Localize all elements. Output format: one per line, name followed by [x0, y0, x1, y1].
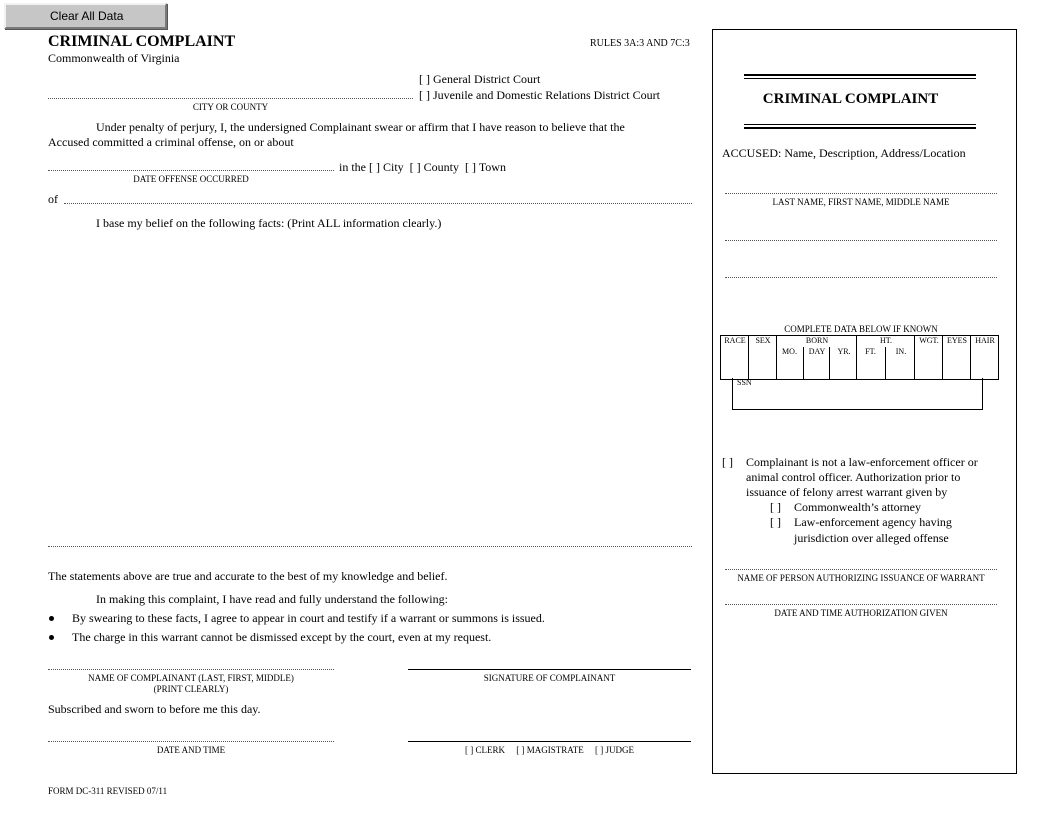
town-label: Town — [478, 160, 506, 174]
complainant-name-field[interactable] — [48, 669, 334, 670]
accused-address-line-2[interactable] — [725, 277, 997, 278]
general-district-label: General District Court — [433, 72, 541, 86]
clerk-label: CLERK — [475, 745, 505, 755]
commonwealth-attorney-checkbox[interactable]: [ ] — [770, 500, 781, 514]
commonwealth-attorney-label: Commonwealth’s attorney — [794, 500, 921, 514]
auth-line-3: issuance of felony arrest warrant given by — [746, 485, 948, 499]
authorization-date-caption: DATE AND TIME AUTHORIZATION GIVEN — [774, 608, 948, 618]
race-label: RACE — [724, 336, 746, 345]
height-inches-cell[interactable] — [885, 347, 916, 379]
law-enforcement-checkbox[interactable]: [ ] — [770, 515, 781, 529]
town-checkbox[interactable]: [ ] — [465, 160, 477, 174]
born-year-cell[interactable] — [829, 347, 858, 379]
ssn-box[interactable] — [732, 378, 983, 410]
law-enforcement-label-1: Law-enforcement agency having — [794, 515, 952, 529]
title-rule-bottom-2 — [744, 127, 976, 129]
magistrate-label: MAGISTRATE — [526, 745, 584, 755]
inches-label: IN. — [895, 347, 907, 356]
location-type-row — [339, 160, 506, 175]
sex-cell[interactable] — [748, 336, 777, 379]
height-label: HT. — [879, 336, 893, 345]
true-statement: The statements above are true and accurate to the best of my knowledge and belief. — [48, 569, 448, 583]
facts-textarea[interactable] — [48, 234, 692, 544]
born-day-cell[interactable] — [803, 347, 830, 379]
date-time-field[interactable] — [48, 741, 334, 742]
date-offense-field[interactable] — [48, 170, 334, 171]
born-cell — [776, 336, 857, 379]
eyes-label: EYES — [947, 336, 967, 345]
sex-label: SEX — [755, 336, 771, 345]
law-enforcement-label-2: jurisdiction over alleged offense — [794, 531, 949, 545]
general-district-checkbox[interactable]: [ ] — [419, 72, 430, 86]
date-offense-caption: DATE OFFENSE OCCURRED — [133, 174, 249, 184]
official-signature-field[interactable] — [408, 741, 691, 742]
month-label: MO. — [782, 347, 797, 356]
bullet-1-text: By swearing to these facts, I agree to appear in court and testify if a warrant or summons is issued. — [72, 611, 545, 625]
of-location-field[interactable] — [64, 203, 692, 204]
feet-label: FT. — [865, 347, 876, 356]
facts-label: I base my belief on the following facts: (Print ALL information clearly.) — [96, 216, 442, 230]
in-the-label: in the — [339, 160, 366, 174]
city-county-caption: CITY OR COUNTY — [192, 102, 269, 112]
magistrate-checkbox[interactable]: [ ] — [516, 745, 525, 755]
juvenile-court-label: Juvenile and Domestic Relations District Court — [433, 88, 660, 102]
city-label: City — [383, 160, 404, 174]
auth-line-2: animal control officer. Authorization prior to — [746, 470, 961, 484]
bullet-2-marker — [49, 635, 54, 640]
ssn-label: SSN — [737, 378, 752, 387]
weight-label: WGT. — [919, 336, 939, 345]
official-title-row — [408, 745, 691, 755]
complete-data-caption: COMPLETE DATA BELOW IF KNOWN — [784, 324, 938, 334]
year-label: YR. — [837, 347, 851, 356]
form-id: FORM DC-311 REVISED 07/11 — [48, 786, 168, 796]
county-label: County — [423, 160, 460, 174]
height-feet-cell[interactable] — [856, 347, 885, 379]
description-grid — [720, 335, 999, 380]
eyes-cell[interactable] — [942, 336, 971, 379]
rules-reference: RULES 3A:3 AND 7C:3 — [590, 38, 690, 49]
city-county-field[interactable] — [48, 98, 413, 99]
of-label: of — [48, 192, 58, 206]
general-district-court-option[interactable] — [419, 72, 540, 87]
juvenile-court-checkbox[interactable]: [ ] — [419, 88, 430, 102]
weight-cell[interactable] — [914, 336, 943, 379]
race-cell[interactable] — [720, 336, 749, 379]
county-checkbox[interactable]: [ ] — [409, 160, 421, 174]
accused-name-caption: LAST NAME, FIRST NAME, MIDDLE NAME — [772, 197, 950, 207]
facts-bottom-line — [48, 546, 692, 547]
accused-label: ACCUSED: Name, Description, Address/Location — [722, 146, 966, 160]
height-cell — [856, 336, 915, 379]
back-panel — [712, 29, 1017, 774]
title-rule-top-2 — [744, 78, 976, 79]
day-label: DAY — [808, 347, 826, 356]
understand-statement: In making this complaint, I have read and fully understand the following: — [96, 592, 448, 606]
judge-label: JUDGE — [605, 745, 635, 755]
commonwealth-subtitle: Commonwealth of Virginia — [48, 51, 180, 65]
perjury-statement-line-1: Under penalty of perjury, I, the undersigned Complainant swear or affirm that I have reason to believe that the — [96, 120, 625, 134]
subscribed-statement: Subscribed and sworn to before me this day. — [48, 702, 261, 716]
auth-line-1: Complainant is not a law-enforcement officer or — [746, 455, 978, 469]
born-label: BORN — [805, 336, 829, 345]
hair-label: HAIR — [975, 336, 995, 345]
print-clearly-caption: (PRINT CLEARLY) — [153, 684, 229, 694]
title-rule-bottom — [744, 124, 976, 125]
signature-caption: SIGNATURE OF COMPLAINANT — [483, 673, 616, 683]
judge-checkbox[interactable]: [ ] — [595, 745, 604, 755]
authorization-date-field[interactable] — [725, 604, 997, 605]
born-month-cell[interactable] — [776, 347, 803, 379]
accused-name-field[interactable] — [725, 193, 997, 194]
clear-all-data-button[interactable] — [4, 3, 167, 29]
complainant-signature-field[interactable] — [408, 669, 691, 670]
perjury-statement-line-2: Accused committed a criminal offense, on or about — [48, 135, 294, 149]
juvenile-court-option[interactable] — [419, 88, 660, 103]
title-rule-top — [744, 74, 976, 76]
bullet-2-text: The charge in this warrant cannot be dismissed except by the court, even at my request. — [72, 630, 492, 644]
auth-checkbox[interactable]: [ ] — [722, 455, 733, 469]
clerk-checkbox[interactable]: [ ] — [464, 745, 474, 755]
clear-all-data-label: Clear All Data — [50, 9, 124, 23]
hair-cell[interactable] — [970, 336, 999, 379]
date-time-caption: DATE AND TIME — [156, 745, 226, 755]
complainant-name-caption: NAME OF COMPLAINANT (LAST, FIRST, MIDDLE) — [88, 673, 294, 683]
panel-title: CRIMINAL COMPLAINT — [762, 91, 939, 107]
authorizer-name-caption: NAME OF PERSON AUTHORIZING ISSUANCE OF WARRANT — [737, 573, 985, 583]
authorizer-name-field[interactable] — [725, 569, 997, 570]
city-checkbox[interactable]: [ ] — [369, 160, 380, 174]
form-title: CRIMINAL COMPLAINT — [48, 33, 236, 50]
bullet-1-marker — [49, 616, 54, 621]
accused-address-line-1[interactable] — [725, 240, 997, 241]
